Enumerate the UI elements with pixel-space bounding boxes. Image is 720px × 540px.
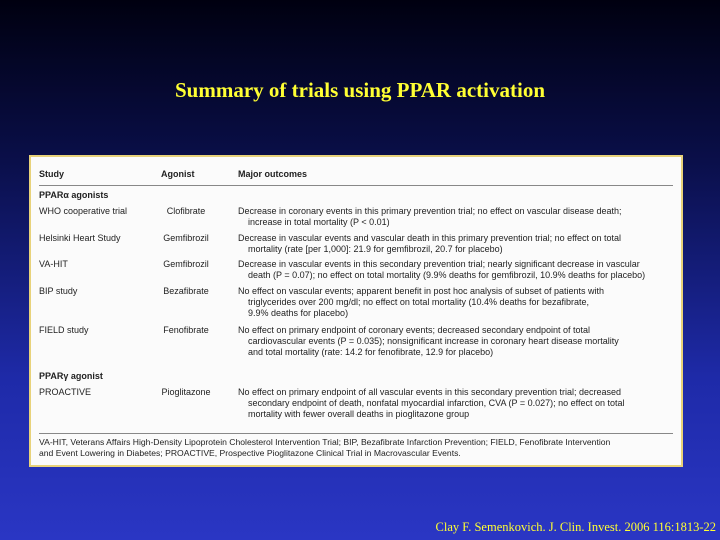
outcome-line: No effect on vascular events; apparent benefit in post hoc analysis of subset of patients with: [238, 286, 605, 296]
header-study: Study: [39, 169, 65, 179]
outcome-line: 9.9% deaths for placebo): [248, 308, 349, 318]
header-agonist: Agonist: [161, 169, 195, 179]
row-outcomes: [238, 259, 678, 281]
row-study: Helsinki Heart Study: [39, 233, 121, 243]
row-outcomes: [238, 233, 678, 255]
row-study: BIP study: [39, 286, 78, 296]
outcome-line: triglycerides over 200 mg/dl; no effect on total mortality (10.4% deaths for bezafibrate,: [248, 297, 590, 307]
outcome-line: Decrease in vascular events in this secondary prevention trial; nearly significant decrease in vascular: [238, 259, 640, 269]
row-agonist: Bezafibrate: [163, 286, 209, 296]
header-outcomes: Major outcomes: [238, 169, 308, 179]
row-outcomes: [238, 206, 678, 228]
row-outcomes: [238, 325, 678, 358]
outcome-line: increase in total mortality (P < 0.01): [248, 217, 390, 227]
citation: Clay F. Semenkovich. J. Clin. Invest. 2006 116:1813-22: [435, 520, 716, 534]
header-divider: [39, 185, 673, 186]
outcome-line: and total mortality (rate: 14.2 for fenofibrate, 12.9 for placebo): [248, 347, 494, 357]
outcome-line: mortality (rate [per 1,000]: 21.9 for gemfibrozil, 20.7 for placebo): [248, 244, 503, 254]
table-header: [31, 163, 681, 183]
trials-table: [29, 155, 683, 467]
outcome-line: No effect on primary endpoint of coronary events; decreased secondary endpoint of total: [238, 325, 591, 335]
row-agonist: Fenofibrate: [163, 325, 209, 335]
footnote-line: VA-HIT, Veterans Affairs High-Density Lipoprotein Cholesterol Intervention Trial; BIP, Bezafibrate Infarction Prevention; FIELD, Fenofibrate Intervention: [39, 437, 611, 447]
row-study: PROACTIVE: [39, 387, 92, 397]
outcome-line: secondary endpoint of death, nonfatal myocardial infarction, CVA (P = 0.027); no effect on total: [248, 398, 625, 408]
footnote-divider: [39, 433, 673, 434]
footnote: [39, 437, 675, 459]
outcome-line: cardiovascular events (P = 0.035); nonsignificant increase in coronary heart disease mortality: [248, 336, 619, 346]
row-agonist: Clofibrate: [166, 206, 206, 216]
row-outcomes: [238, 387, 678, 420]
row-agonist: Gemfibrozil: [163, 233, 209, 243]
section-ppar-alpha: PPARα agonists: [39, 190, 109, 200]
outcome-line: Decrease in vascular events and vascular death in this primary prevention trial; no effect on total: [238, 233, 622, 243]
slide-title: Summary of trials using PPAR activation: [174, 78, 545, 102]
row-study: VA-HIT: [39, 259, 68, 269]
row-study: FIELD study: [39, 325, 89, 335]
row-agonist: Gemfibrozil: [163, 259, 209, 269]
outcome-line: No effect on primary endpoint of all vascular events in this secondary prevention trial; decreased: [238, 387, 622, 397]
outcome-line: mortality with fewer overall deaths in pioglitazone group: [248, 409, 470, 419]
row-outcomes: [238, 286, 678, 319]
section-ppar-gamma: PPARγ agonist: [39, 371, 103, 381]
footnote-line: and Event Lowering in Diabetes; PROACTIVE, Prospective Pioglitazone Clinical Trial in Macrovascular Events.: [39, 448, 461, 458]
outcome-line: death (P = 0.07); no effect on total mortality (9.9% deaths for gemfibrozil, 10.9% deaths for placebo): [248, 270, 646, 280]
row-study: WHO cooperative trial: [39, 206, 128, 216]
row-agonist: Pioglitazone: [161, 387, 211, 397]
outcome-line: Decrease in coronary events in this primary prevention trial; no effect on vascular disease death;: [238, 206, 622, 216]
